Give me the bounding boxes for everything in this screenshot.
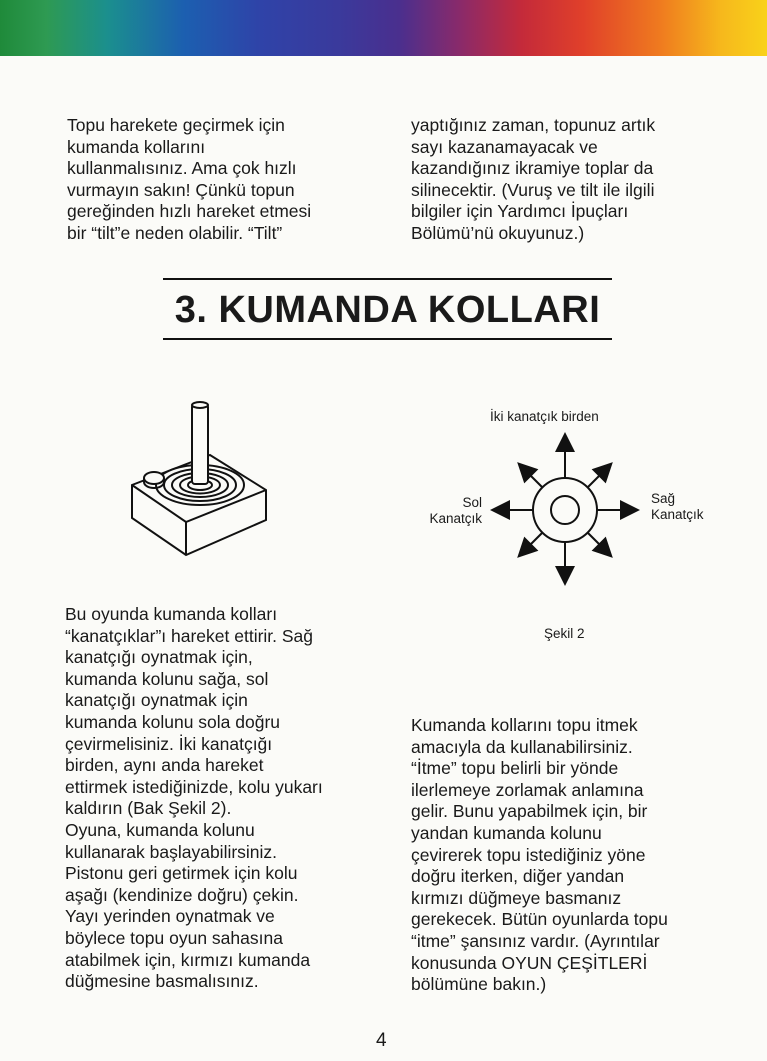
intro-right-text: yaptığınız zaman, topunuz artık sayı kazanamayacak ve kazandığınız ikramiye toplar da silinecektir. (Vuruş ve tilt ile ilgili bilgiler için Yardımcı İpuçları Bölümü’nü okuyunuz.) bbox=[411, 115, 656, 243]
intro-left-text: Topu harekete geçirmek için kumanda kollarını kullanmalısınız. Ama çok hızlı vurmayın sakın! Çünkü topun gereğinden hızlı hareket etmesi bir “tilt”e neden olabilir. “Tilt” bbox=[67, 115, 312, 243]
intro-left-column bbox=[67, 115, 367, 245]
label-both-flippers: İki kanatçık birden bbox=[490, 409, 599, 424]
figure-caption: Şekil 2 bbox=[544, 626, 585, 641]
rainbow-header-band bbox=[0, 0, 767, 56]
intro-right-column bbox=[411, 115, 741, 245]
joystick-icon bbox=[130, 400, 270, 560]
label-right-flipper bbox=[651, 491, 704, 523]
label-left-flipper bbox=[420, 495, 482, 527]
label-left-flipper-line1: Sol bbox=[462, 495, 482, 510]
body-right-text: Kumanda kollarını topu itmek amacıyla da kullanabilirsiniz. “İtme” topu belirli bir yönde ilerlemeye zorlamak anlamına gelir. Bunu yapabilmek için, bir yandan kumanda kolunu çevirerek topu istediğiniz yöne doğru iterken, diğer yandan kırmızı düğmeye basmanız gerekecek. Bütün oyunlarda topu “itme” şansınız vardır. (Ayrıntılar konusunda OYUN ÇEŞİTLERİ bölümüne bakın.) bbox=[411, 715, 668, 995]
heading-rule-top bbox=[163, 278, 612, 280]
body-left-text: Bu oyunda kumanda kolları “kanatçıklar”ı hareket ettirir. Sağ kanatçığı oynatmak için, kumanda kolunu sağa, sol kanatçığı oynatmak için kumanda kolunu sola doğru çevirmelisiniz. İki kanatçığı birden, aynı anda hareket ettirmek istediğinizde, kolu yukarı kaldırın (Bak Şekil 2). Oyuna, kumanda kolunu kullanarak başlayabilirsiniz. Pistonu geri getirmek için kolu aşağı (kendinize doğru) çekin. Yayı yerinden oynatmak ve böylece topu oyun sahasına atabilmek için, kırmızı kumanda düğmesine basmalısınız. bbox=[65, 604, 323, 992]
heading-rule-bottom bbox=[163, 338, 612, 340]
label-right-flipper-line2: Kanatçık bbox=[651, 507, 704, 522]
direction-arrows-icon bbox=[480, 430, 650, 600]
body-left-column bbox=[65, 604, 385, 993]
label-right-flipper-line1: Sağ bbox=[651, 491, 676, 506]
section-title: 3. KUMANDA KOLLARI bbox=[174, 289, 601, 331]
page-number: 4 bbox=[376, 1030, 387, 1051]
body-right-column bbox=[411, 715, 741, 996]
label-left-flipper-line2: Kanatçık bbox=[429, 511, 482, 526]
